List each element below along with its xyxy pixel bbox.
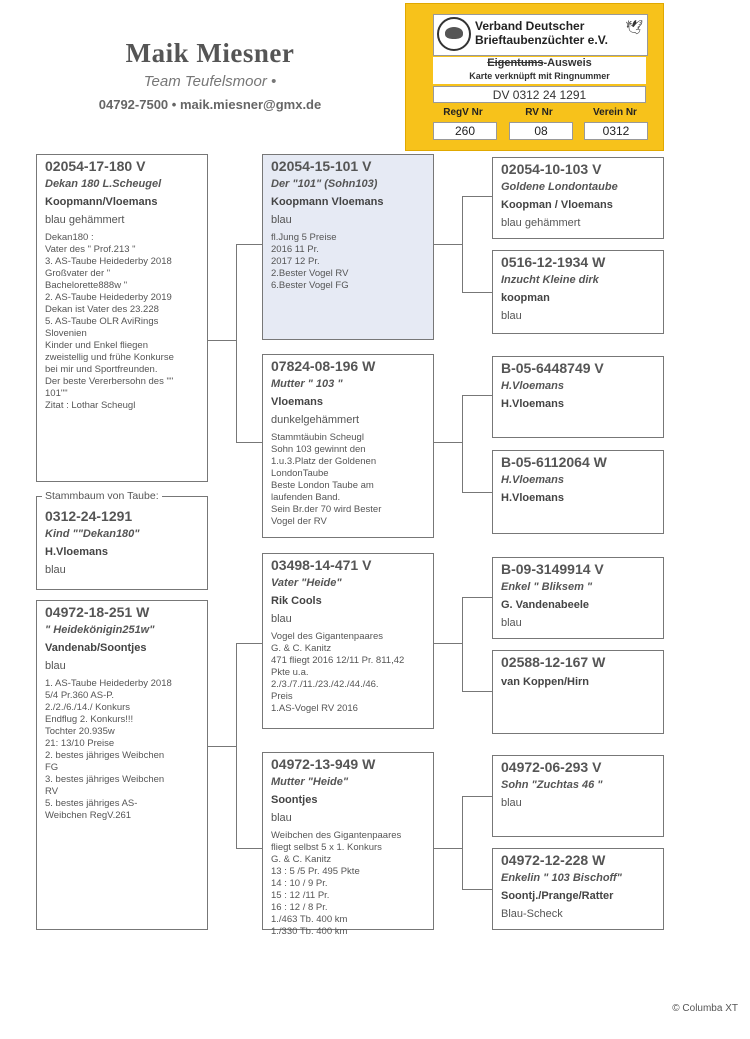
breeder: Soontjes [271,794,318,806]
breeder-name: Maik Miesner [125,38,295,68]
connector-line [462,597,492,598]
connector-line [462,395,463,492]
pigeon-name: Der "101" (Sohn103) [271,178,378,190]
connector-line [236,244,262,245]
connector-line [208,340,237,341]
connector-line [236,643,237,848]
breeder: H.Vloemans [501,492,564,504]
ring-number: 07824-08-196 W [271,358,376,374]
ring-number: B-05-6112064 W [501,454,607,470]
connector-line [208,746,237,747]
pigeon-box-mmf[interactable] [492,755,664,837]
ring-number: 0312-24-1291 [45,508,133,524]
ring-number: 03498-14-471 V [271,557,372,573]
pigeon-notes: 1. AS-Taube Heidederby 2018 5/4 Pr.360 AS-P. 2./2./6./14./ Konkurs Endflug 2. Konkurs!!! Tochter 20.935w 21: 13/10 Preise 2. bestes jähriges Weibchen FG 3. bestes jähriges Weibchen RV 5. bestes jähriges AS- Weibchen RegV.261 [45,678,172,821]
pigeon-name: H.Vloemans [501,380,564,392]
ring-number: 0516-12-1934 W [501,254,606,270]
pigeon-name: Mutter " 103 " [271,378,343,390]
ring-number: 02054-15-101 V [271,158,372,174]
verein-label: Verein Nr [593,107,637,118]
pigeon-box-subject[interactable] [36,496,208,590]
breeder: koopman [501,292,550,304]
pigeon-name: Sohn "Zuchtas 46 " [501,779,603,791]
ring-number: 04972-18-251 W [45,604,150,620]
contact-info: 04792-7500 • maik.miesner@gmx.de [98,97,322,112]
connector-line [462,292,492,293]
pigeon-color: blau [271,613,292,625]
ring-number: 02054-10-103 V [501,161,602,177]
pigeon-name: H.Vloemans [501,474,564,486]
connector-line [462,597,463,691]
pigeon-notes: Stammtäubin Scheugl Sohn 103 gewinnt den 1.u.3.Platz der Goldenen LondonTaube Beste London Taube am laufenden Band. Sein Br.der 70 wird Bester Vogel der RV [271,432,382,527]
ring-number: 04972-13-949 W [271,756,376,772]
breeder: H.Vloemans [501,398,564,410]
ring-number: 04972-12-228 W [501,852,606,868]
pigeon-name: Goldene Londontaube [501,181,618,193]
pigeon-notes: fl.Jung 5 Preise 2016 11 Pr. 2017 12 Pr. 2.Bester Vogel RV 6.Bester Vogel FG [271,232,349,291]
pigeon-color: blau [271,812,292,824]
breeder: Vloemans [271,396,323,408]
connector-line [236,244,237,442]
pigeon-color: blau [501,797,522,809]
connector-line [434,244,463,245]
ring-number: 02054-17-180 V [45,158,146,174]
pigeon-color: blau [501,310,522,322]
connector-line [462,796,463,889]
pigeon-name: Inzucht Kleine dirk [501,274,599,286]
ring-number: B-09-3149914 V [501,561,604,577]
pedigree-label: Stammbaum von Taube: [42,490,162,502]
pigeon-box-mother[interactable] [36,600,208,930]
connector-line [434,848,463,849]
pigeon-box-father-father[interactable] [262,154,434,340]
pigeon-name: Dekan 180 L.Scheugel [45,178,162,190]
pigeon-notes: Weibchen des Gigantenpaares fliegt selbst 5 x 1. Konkurs G. & C. Kanitz 13 : 5 /5 Pr. 495 Pkte 14 : 10 / 9 Pr. 15 : 12 /11 Pr. 16 : 12 / 8 Pr. 1./463 Tb. 400 km 1./330 Tb. 400 km [271,830,402,937]
pigeon-color: blau gehämmert [501,217,581,229]
connector-line [236,643,262,644]
connector-line [434,442,463,443]
card-ring-number: DV 0312 24 1291 [433,86,646,103]
pigeon-color: dunkelgehämmert [271,414,360,426]
connector-line [236,442,262,443]
ausweis-title: Eigentums-Ausweis [433,57,646,71]
pigeon-box-mfm[interactable] [492,650,664,734]
pigeon-box-fff[interactable] [492,157,664,239]
connector-line [462,796,492,797]
connector-line [236,848,262,849]
pigeon-box-mother-mother[interactable] [262,752,434,937]
copyright-note: © Columba XT [672,1003,738,1014]
connector-line [462,395,492,396]
pigeon-box-father-mother[interactable] [262,354,434,538]
connector-line [462,196,463,292]
verband-banner [433,14,648,56]
pigeon-color: blau [501,617,522,629]
ring-number: 02588-12-167 W [501,654,606,670]
pigeon-color: Blau-Scheck [501,908,563,920]
team-name: Team Teufelsmoor • [143,73,277,90]
pigeon-box-fmm[interactable] [492,450,664,534]
ownership-card [405,3,664,151]
pigeon-box-fmf[interactable] [492,356,664,438]
breeder: Soontj./Prange/Ratter [501,890,614,902]
ring-number: 04972-06-293 V [501,759,602,775]
breeder: van Koppen/Hirn [501,676,590,688]
pigeon-color: blau [45,564,66,576]
verband-logo-icon [437,17,471,51]
breeder: Rik Cools [271,595,322,607]
breeder: G. Vandenabeele [501,599,590,611]
connector-line [462,889,492,890]
rv-value: 08 [509,122,573,140]
pigeon-notes: Vogel des Gigantenpaares G. & C. Kanitz 471 fliegt 2016 12/11 Pr. 811,42 Pkte u.a. 2./3./7./11./23./42./44./46. Preis 1.AS-Vogel RV 2016 [271,631,405,714]
pigeon-box-mother-father[interactable] [262,553,434,729]
verband-name: Verband Deutscher Brieftaubenzüchter e.V. [475,19,608,47]
breeder-header [60,38,360,112]
pigeon-box-father[interactable] [36,154,208,482]
regv-label: RegV Nr [443,107,483,118]
pigeon-name: Mutter "Heide" [271,776,349,788]
pigeon-name: Enkel " Bliksem " [501,581,593,593]
pigeon-color: blau gehämmert [45,214,125,226]
connector-line [462,492,492,493]
pigeon-name: Enkelin " 103 Bischoff" [501,872,622,884]
pigeon-name: Kind ""Dekan180" [45,528,140,540]
pigeon-box-mmm[interactable] [492,848,664,930]
breeder: Vandenab/Soontjes [45,642,147,654]
card-linked-note: Karte verknüpft mit Ringnummer [433,71,646,84]
pigeon-box-mff[interactable] [492,557,664,639]
connector-line [434,643,463,644]
pigeon-name: " Heidekönigin251w" [45,624,155,636]
pigeon-color: blau [45,660,66,672]
pigeon-notes: Dekan180 : Vater des " Prof.213 " 3. AS-Taube Heidederby 2018 Großvater der " Bachelorette888w " 2. AS-Taube Heidederby 2019 Dekan ist Vater des 23.228 5. AS-Taube OLR AviRings Slovenien Kinder und Enkel fliegen zweistellig und frühe Konkurse bei mir und Sportfreunden. Der beste Vererbersohn des "" 101"" Zitat : Lothar Scheugl [45,232,174,411]
pigeon-box-ffm[interactable] [492,250,664,334]
regv-value: 260 [433,122,497,140]
breeder: Koopmann/Vloemans [45,196,158,208]
verein-value: 0312 [584,122,648,140]
connector-line [462,196,492,197]
breeder: Koopman / Vloemans [501,199,613,211]
pigeon-icon: 🕊 [625,19,643,35]
breeder: H.Vloemans [45,546,108,558]
pigeon-color: blau [271,214,292,226]
pigeon-name: Vater "Heide" [271,577,342,589]
ring-number: B-05-6448749 V [501,360,604,376]
breeder: Koopmann Vloemans [271,196,384,208]
rv-label: RV Nr [525,107,553,118]
connector-line [462,691,492,692]
